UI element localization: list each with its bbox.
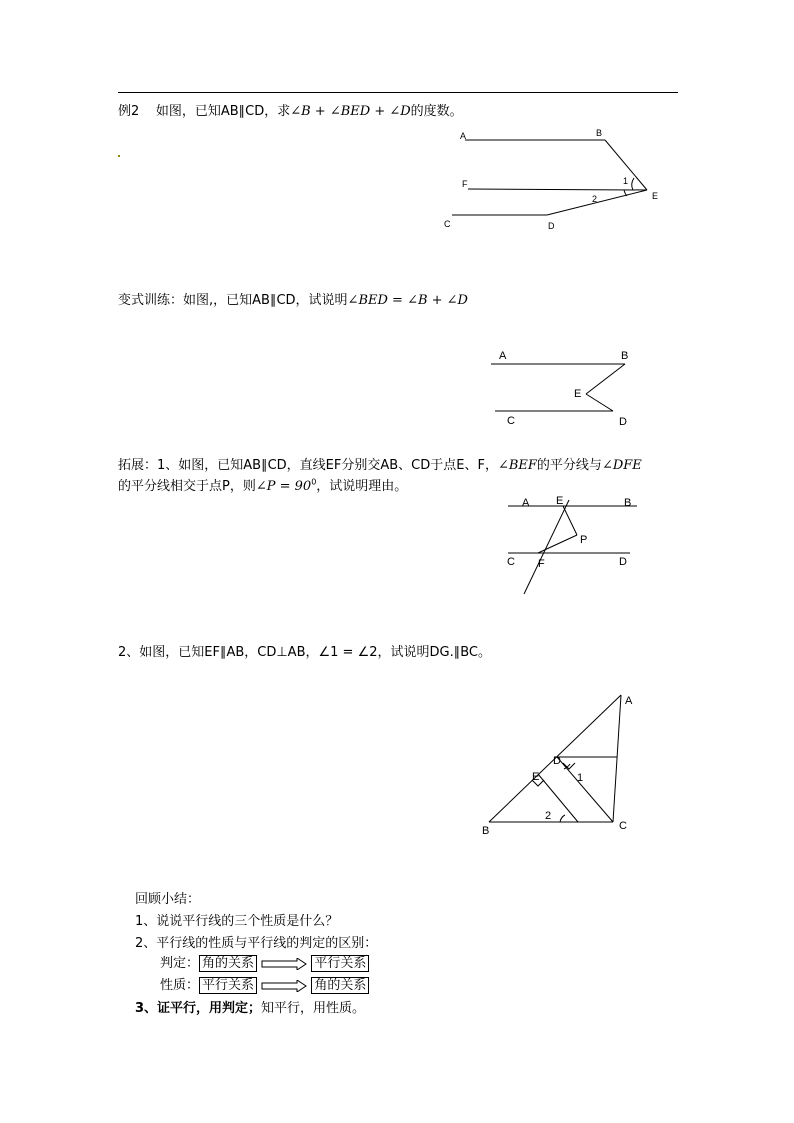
label-B: B (621, 350, 629, 362)
angle-2: 2 (545, 810, 552, 822)
label-A: A (460, 131, 467, 141)
extension-1-line-1: 拓展：1、如图，已知AB∥CD，直线EF分别交AB、CD于点E、F，∠BEF的平分线与∠DFE (118, 458, 642, 473)
property-to-box: 角的关系 (311, 977, 369, 994)
label-E: E (652, 191, 659, 201)
angle-2: 2 (592, 194, 598, 204)
label-F: F (538, 558, 545, 570)
summary-q1: 1、说说平行线的三个性质是什么？ (135, 914, 339, 929)
label-D: D (619, 556, 627, 568)
arrow-icon (261, 980, 307, 992)
top-rule (118, 92, 678, 93)
label-B: B (482, 825, 490, 837)
label-C: C (507, 415, 515, 427)
stray-dot (118, 155, 120, 157)
label-D: D (619, 416, 627, 428)
label-F: F (462, 179, 468, 189)
angle-1: 1 (577, 772, 584, 784)
judge-row: 判定： 角的关系 平行关系 (160, 952, 369, 972)
label-A: A (499, 350, 507, 362)
figure-extension-2 (475, 690, 645, 840)
property-from-box: 平行关系 (199, 977, 257, 994)
extension-2-question: 2、如图，已知EF∥AB，CD⊥AB，∠1 = ∠2，试说明DG.∥BC。 (118, 645, 491, 660)
figure-extension-1 (500, 490, 645, 605)
label-B: B (624, 497, 632, 509)
label-P: P (580, 534, 588, 546)
figure-example-2 (430, 122, 680, 237)
variant-question: 变式训练：如图,，已知AB∥CD，试说明∠BED = ∠B + ∠D (118, 293, 468, 308)
label-A: A (522, 497, 530, 509)
label-B: B (596, 128, 603, 138)
summary-title: 回顾小结： (135, 892, 201, 907)
summary-q3: 3、证平行，用判定；知平行，用性质。 (135, 1001, 366, 1016)
angle-1: 1 (623, 176, 629, 186)
label-E: E (574, 388, 582, 400)
label-E: E (532, 771, 540, 783)
summary-q2: 2、平行线的性质与平行线的判定的区别： (135, 936, 378, 951)
extension-1-line-2: 的平分线相交于点P，则∠P = $90^0$，试说明理由。 (118, 477, 408, 494)
label-E: E (556, 495, 564, 507)
label-A: A (625, 695, 633, 707)
label-D: D (548, 221, 555, 231)
label-C: C (507, 556, 515, 568)
property-row: 性质： 平行关系 角的关系 (160, 974, 369, 994)
judge-to-box: 平行关系 (311, 955, 369, 972)
judge-from-box: 角的关系 (199, 955, 257, 972)
figure-variant (485, 345, 645, 430)
label-C: C (619, 820, 627, 832)
arrow-icon (261, 958, 307, 970)
example-2-question: 例2 如图，已知AB∥CD，求∠B + ∠BED + ∠D的度数。 (118, 104, 463, 119)
label-C: C (444, 219, 451, 229)
label-D: D (553, 755, 561, 767)
